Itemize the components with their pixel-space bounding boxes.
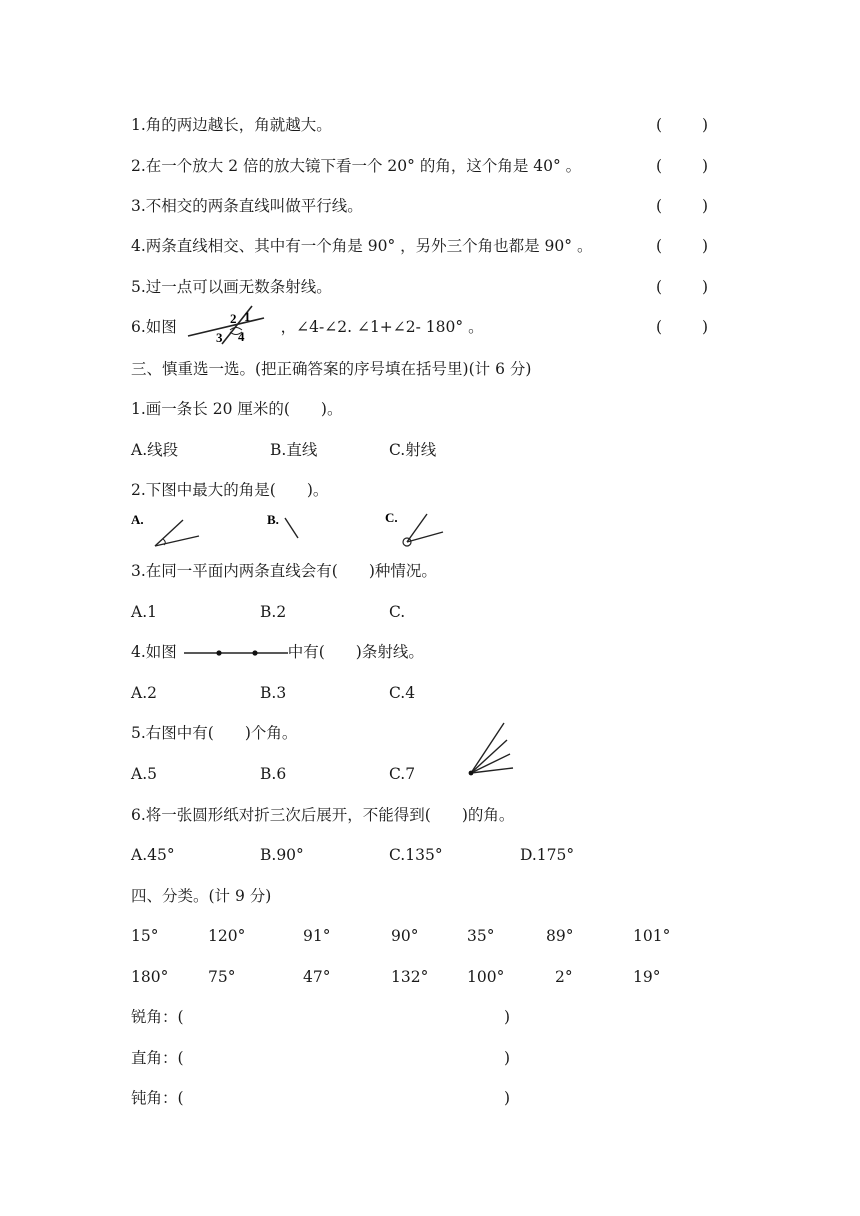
answer-parentheses-2[interactable]: ( ) bbox=[656, 157, 708, 175]
degree-value: 75° bbox=[208, 968, 236, 986]
acute-angle-label: 锐角：( bbox=[131, 1008, 184, 1026]
choice-q5: 5.右图中有( )个角。 bbox=[131, 724, 298, 742]
degree-value: 2° bbox=[555, 968, 573, 986]
choice-q2: 2.下图中最大的角是( )。 bbox=[131, 481, 329, 499]
intersecting-lines-figure bbox=[186, 306, 274, 346]
judge-item-6 bbox=[131, 309, 484, 345]
choice-q1: 1.画一条长 20 厘米的( )。 bbox=[131, 400, 343, 418]
degree-value: 19° bbox=[633, 968, 661, 986]
answer-parentheses-5[interactable]: ( ) bbox=[656, 278, 708, 296]
choice-q6-option-a[interactable]: A.45° bbox=[131, 846, 175, 864]
acute-angle-answer-field[interactable] bbox=[200, 1002, 498, 1030]
angle-options-figure bbox=[131, 508, 451, 554]
answer-parentheses-1[interactable]: ( ) bbox=[656, 116, 708, 134]
degree-value: 90° bbox=[391, 927, 419, 945]
answer-parentheses-6[interactable]: ( ) bbox=[656, 318, 708, 336]
choice-q5-option-b[interactable]: B.6 bbox=[260, 765, 287, 783]
judge-item-3: 3.不相交的两条直线叫做平行线。 bbox=[131, 197, 363, 215]
answer-parentheses-4[interactable]: ( ) bbox=[656, 237, 708, 255]
choice-q3-option-a[interactable]: A.1 bbox=[131, 603, 157, 621]
choice-q4-prefix: 4.如图 bbox=[131, 643, 177, 661]
section-4-heading: 四、分类。(计 9 分) bbox=[131, 887, 272, 905]
choice-q6-option-b[interactable]: B.90° bbox=[260, 846, 304, 864]
angle-label-1: 1 bbox=[243, 309, 251, 324]
choice-q6-option-c[interactable]: C.135° bbox=[389, 846, 443, 864]
choice-q5-option-c[interactable]: C.7 bbox=[389, 765, 416, 783]
angle-option-b-label: B. bbox=[267, 512, 279, 527]
degree-value: 35° bbox=[467, 927, 495, 945]
choice-q3-option-c[interactable]: C. bbox=[389, 603, 406, 621]
choice-q4-option-c[interactable]: C.4 bbox=[389, 684, 416, 702]
judge-item-2: 2.在一个放大 2 倍的放大镜下看一个 20° 的角，这个角是 40° 。 bbox=[131, 157, 582, 175]
judge-item-5: 5.过一点可以画无数条射线。 bbox=[131, 278, 332, 296]
line-with-points-figure bbox=[184, 648, 288, 658]
choice-q6: 6.将一张圆形纸对折三次后展开，不能得到( )的角。 bbox=[131, 806, 515, 824]
angle-option-c-label: C. bbox=[385, 510, 398, 525]
angle-option-a-label: A. bbox=[131, 512, 144, 527]
choice-q4-option-a[interactable]: A.2 bbox=[131, 684, 157, 702]
degree-value: 101° bbox=[633, 927, 671, 945]
judge-item-6-suffix: ，∠4-∠2. ∠1+∠2- 180° 。 bbox=[280, 318, 484, 336]
degree-value: 89° bbox=[546, 927, 574, 945]
acute-angle-close: ) bbox=[504, 1008, 511, 1026]
judge-item-4: 4.两条直线相交、其中有一个角是 90° ，另外三个角也都是 90° 。 bbox=[131, 237, 593, 255]
degree-value: 15° bbox=[131, 927, 159, 945]
degree-value: 180° bbox=[131, 968, 169, 986]
section-3-heading: 三、慎重选一选。(把正确答案的序号填在括号里)(计 6 分) bbox=[131, 360, 532, 378]
angle-label-3: 3 bbox=[215, 330, 223, 345]
angle-label-4: 4 bbox=[237, 329, 245, 344]
choice-q4-suffix: 中有( )条射线。 bbox=[287, 643, 424, 661]
choice-q1-option-b[interactable]: B.直线 bbox=[270, 441, 318, 459]
choice-q4-option-b[interactable]: B.3 bbox=[260, 684, 287, 702]
right-angle-label: 直角：( bbox=[131, 1049, 184, 1067]
choice-q5-option-a[interactable]: A.5 bbox=[131, 765, 157, 783]
choice-q3: 3.在同一平面内两条直线会有( )种情况。 bbox=[131, 562, 437, 580]
choice-q4 bbox=[131, 642, 424, 662]
choice-q3-option-b[interactable]: B.2 bbox=[260, 603, 287, 621]
judge-item-6-prefix: 6.如图 bbox=[131, 318, 177, 336]
degree-value: 47° bbox=[303, 968, 331, 986]
angle-label-2: 2 bbox=[229, 311, 237, 326]
obtuse-angle-answer-field[interactable] bbox=[200, 1083, 498, 1111]
choice-q1-option-c[interactable]: C.射线 bbox=[389, 441, 437, 459]
choice-q6-option-d[interactable]: D.175° bbox=[520, 846, 575, 864]
degree-value: 91° bbox=[303, 927, 331, 945]
obtuse-angle-close: ) bbox=[504, 1089, 511, 1107]
choice-q1-option-a[interactable]: A.线段 bbox=[131, 441, 179, 459]
degree-value: 120° bbox=[208, 927, 246, 945]
obtuse-angle-label: 钝角：( bbox=[131, 1089, 184, 1107]
rays-from-point-figure bbox=[466, 720, 516, 778]
right-angle-answer-field[interactable] bbox=[200, 1043, 498, 1071]
answer-parentheses-3[interactable]: ( ) bbox=[656, 197, 708, 215]
degree-value: 100° bbox=[467, 968, 505, 986]
degree-value: 132° bbox=[391, 968, 429, 986]
judge-item-1: 1.角的两边越长，角就越大。 bbox=[131, 116, 332, 134]
right-angle-close: ) bbox=[504, 1049, 511, 1067]
